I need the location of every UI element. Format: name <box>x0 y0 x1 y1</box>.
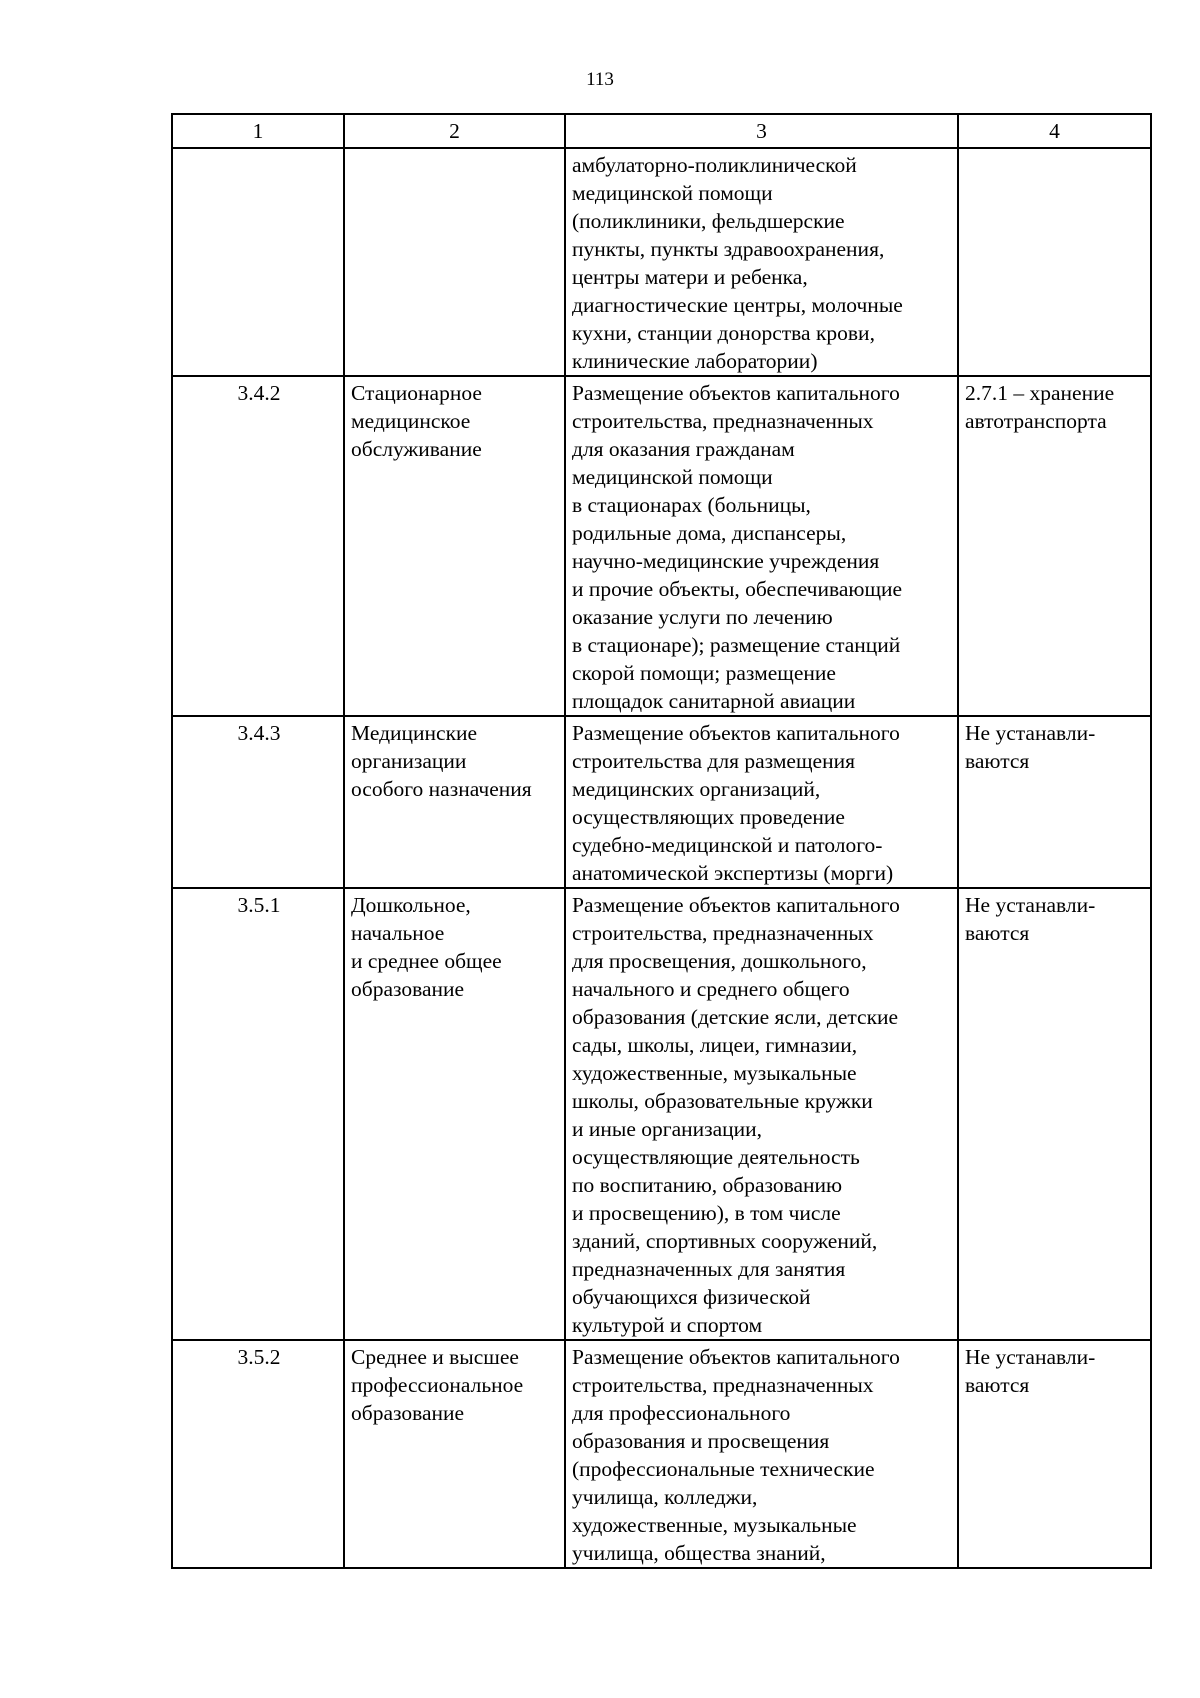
cell-use-type-description-line: училища, колледжи, <box>572 1485 758 1509</box>
cell-use-type-description-line: Размещение объектов капитального <box>572 1345 900 1369</box>
cell-use-type-description-line: по воспитанию, образованию <box>572 1173 843 1197</box>
cell-use-type-description-line: амбулаторно-поликлинической <box>572 153 857 177</box>
cell-use-type-name-line: особого назначения <box>351 777 532 801</box>
table-row <box>172 716 1151 888</box>
cell-use-type-name-line: образование <box>351 1401 465 1425</box>
cell-code: 3.4.3 <box>172 716 344 888</box>
cell-use-type-description <box>565 376 958 716</box>
cell-use-type-description-line: судебно-медицинской и патолого- <box>572 833 883 857</box>
column-header-3: 3 <box>565 114 958 148</box>
cell-use-type-name <box>344 716 565 888</box>
cell-auxiliary-use-line: Не устанавли- <box>965 721 1096 745</box>
cell-use-type-description-line: кухни, станции донорства крови, <box>572 321 875 345</box>
column-header-2: 2 <box>344 114 565 148</box>
cell-use-type-description-line: в стационарах (больницы, <box>572 493 811 517</box>
cell-auxiliary-use <box>958 888 1151 1340</box>
cell-use-type-description-line: строительства, предназначенных <box>572 921 874 945</box>
cell-use-type-name-line: обслуживание <box>351 437 482 461</box>
cell-use-type-description-line: для оказания гражданам <box>572 437 795 461</box>
cell-auxiliary-use-line: ваются <box>965 921 1030 945</box>
cell-use-type-description-line: (профессиональные технические <box>572 1457 875 1481</box>
cell-use-type-name <box>344 376 565 716</box>
cell-use-type-name-line: профессиональное <box>351 1373 524 1397</box>
cell-use-type-description-line: анатомической экспертизы (морги) <box>572 861 894 885</box>
cell-use-type-description-line: диагностические центры, молочные <box>572 293 903 317</box>
cell-auxiliary-use <box>958 376 1151 716</box>
cell-use-type-description-line: Размещение объектов капитального <box>572 893 900 917</box>
cell-use-type-description-line: медицинской помощи <box>572 465 773 489</box>
cell-use-type-name-line: образование <box>351 977 465 1001</box>
cell-code <box>172 148 344 376</box>
cell-use-type-description-line: зданий, спортивных сооружений, <box>572 1229 878 1253</box>
cell-use-type-description-line: пункты, пункты здравоохранения, <box>572 237 885 261</box>
cell-use-type-name-line: Среднее и высшее <box>351 1345 519 1369</box>
cell-code: 3.4.2 <box>172 376 344 716</box>
cell-use-type-name-line: Дошкольное, <box>351 893 471 917</box>
table-body <box>172 148 1151 1568</box>
cell-use-type-description-line: родильные дома, диспансеры, <box>572 521 847 545</box>
cell-use-type-description-line: для профессионального <box>572 1401 791 1425</box>
regulations-table <box>171 113 1152 1569</box>
table-row <box>172 148 1151 376</box>
cell-use-type-description-line: обучающихся физической <box>572 1285 811 1309</box>
cell-use-type-name-line: медицинское <box>351 409 471 433</box>
cell-use-type-description-line: клинические лаборатории) <box>572 349 818 373</box>
cell-use-type-description-line: медицинских организаций, <box>572 777 821 801</box>
cell-use-type-description-line: медицинской помощи <box>572 181 773 205</box>
cell-use-type-description-line: художественные, музыкальные <box>572 1061 857 1085</box>
cell-use-type-name-line: Медицинские <box>351 721 478 745</box>
cell-use-type-description-line: образования и просвещения <box>572 1429 830 1453</box>
cell-auxiliary-use-line: ваются <box>965 1373 1030 1397</box>
cell-use-type-name <box>344 888 565 1340</box>
cell-use-type-description <box>565 1340 958 1568</box>
cell-use-type-name-line: начальное <box>351 921 445 945</box>
cell-use-type-description-line: осуществляющих проведение <box>572 805 845 829</box>
cell-auxiliary-use-line: Не устанавли- <box>965 893 1096 917</box>
cell-use-type-description-line: и иные организации, <box>572 1117 763 1141</box>
column-header-4: 4 <box>958 114 1151 148</box>
cell-code: 3.5.1 <box>172 888 344 1340</box>
cell-use-type-description-line: училища, общества знаний, <box>572 1541 826 1565</box>
cell-use-type-description-line: художественные, музыкальные <box>572 1513 857 1537</box>
cell-use-type-description-line: строительства, предназначенных <box>572 409 874 433</box>
table-header-row <box>172 114 1151 148</box>
cell-use-type-description-line: научно-медицинские учреждения <box>572 549 880 573</box>
page-number: 113 <box>586 69 614 90</box>
cell-use-type-description-line: Размещение объектов капитального <box>572 381 900 405</box>
cell-use-type-name-line: организации <box>351 749 467 773</box>
cell-use-type-description-line: осуществляющие деятельность <box>572 1145 860 1169</box>
cell-auxiliary-use <box>958 1340 1151 1568</box>
cell-use-type-name <box>344 148 565 376</box>
cell-auxiliary-use-line: 2.7.1 – хранение <box>965 381 1115 405</box>
cell-use-type-description-line: оказание услуги по лечению <box>572 605 833 629</box>
cell-use-type-description-line: скорой помощи; размещение <box>572 661 836 685</box>
cell-use-type-description-line: (поликлиники, фельдшерские <box>572 209 845 233</box>
cell-code: 3.5.2 <box>172 1340 344 1568</box>
cell-use-type-description-line: и прочие объекты, обеспечивающие <box>572 577 903 601</box>
cell-use-type-description-line: культурой и спортом <box>572 1313 763 1337</box>
cell-use-type-description <box>565 716 958 888</box>
cell-auxiliary-use-line: Не устанавли- <box>965 1345 1096 1369</box>
cell-auxiliary-use-line: ваются <box>965 749 1030 773</box>
table-row <box>172 888 1151 1340</box>
cell-use-type-name-line: Стационарное <box>351 381 482 405</box>
cell-use-type-description <box>565 148 958 376</box>
cell-use-type-description-line: сады, школы, лицеи, гимназии, <box>572 1033 858 1057</box>
cell-use-type-description-line: школы, образовательные кружки <box>572 1089 873 1113</box>
cell-use-type-description-line: в стационаре); размещение станций <box>572 633 901 657</box>
cell-use-type-description-line: для просвещения, дошкольного, <box>572 949 867 973</box>
cell-use-type-description-line: Размещение объектов капитального <box>572 721 900 745</box>
cell-use-type-description <box>565 888 958 1340</box>
table-row <box>172 1340 1151 1568</box>
cell-use-type-name-line: и среднее общее <box>351 949 502 973</box>
table-row <box>172 376 1151 716</box>
cell-use-type-description-line: площадок санитарной авиации <box>572 689 856 713</box>
cell-use-type-description-line: строительства для размещения <box>572 749 855 773</box>
cell-use-type-description-line: образования (детские ясли, детские <box>572 1005 899 1029</box>
cell-use-type-name <box>344 1340 565 1568</box>
cell-use-type-description-line: центры матери и ребенка, <box>572 265 808 289</box>
cell-use-type-description-line: начального и среднего общего <box>572 977 850 1001</box>
cell-use-type-description-line: строительства, предназначенных <box>572 1373 874 1397</box>
cell-use-type-description-line: и просвещению), в том числе <box>572 1201 841 1225</box>
column-header-1: 1 <box>172 114 344 148</box>
cell-auxiliary-use <box>958 716 1151 888</box>
cell-auxiliary-use <box>958 148 1151 376</box>
cell-use-type-description-line: предназначенных для занятия <box>572 1257 846 1281</box>
cell-auxiliary-use-line: автотранспорта <box>965 409 1107 433</box>
